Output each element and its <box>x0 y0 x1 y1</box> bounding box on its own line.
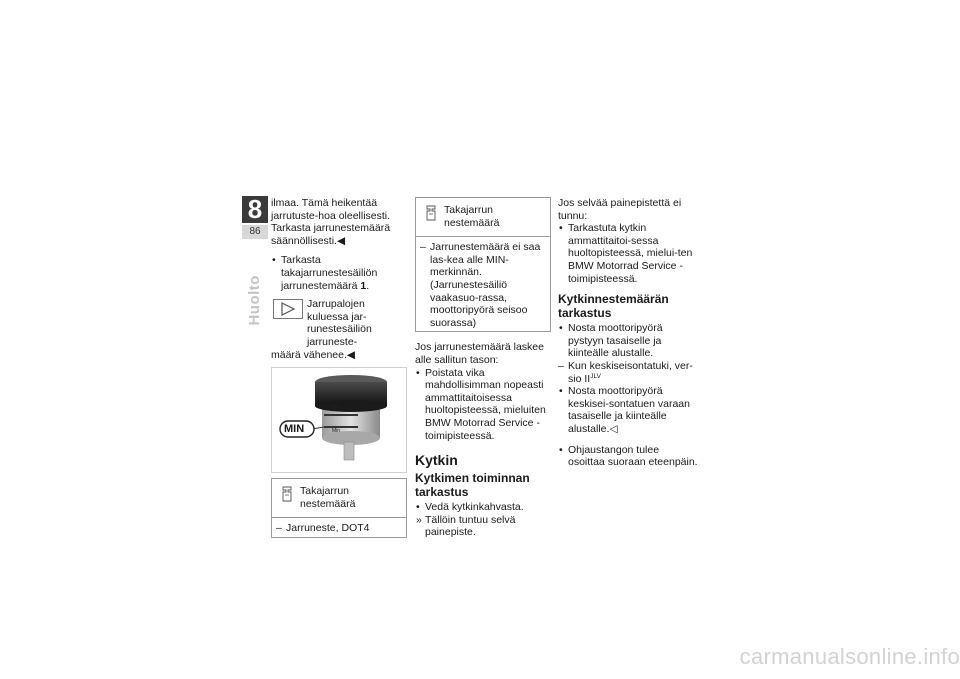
list-item: • Tarkasta takajarrunestesäiliön jarrunestemäärä 1. <box>271 254 407 292</box>
section-heading: Kytkin <box>415 452 458 469</box>
brake-reservoir-photo <box>271 367 407 473</box>
note: Jarrupalojen kuluessa jar-runestesäiliön jarruneste- määrä vähenee.◀ <box>271 298 372 361</box>
subsection-heading: Kytkimen toiminnan tarkastus <box>415 471 530 499</box>
condition-item: – Kun keskiseisontatuki, ver-sio $II^{JLV}$ <box>558 360 698 385</box>
paragraph: Jos selvää painepistettä ei tunnu: <box>558 197 682 222</box>
chapter-number: 8 <box>242 196 268 223</box>
list-item: • Nosta moottoripyörä pystyyn tasaiselle ja kiinteälle alustalle. <box>558 322 698 360</box>
note-triangle-icon <box>273 299 303 319</box>
spec-title: Takajarrun nestemäärä <box>444 204 500 229</box>
end-marker: ◀ <box>336 234 346 247</box>
fluid-tool-icon <box>280 486 294 504</box>
subsection-heading: Kytkinnestemäärän tarkastus <box>558 292 669 320</box>
condition-end-marker: ◁ <box>609 422 618 435</box>
list-item: • Tarkastuta kytkin ammattitaitoi-sessa huoltopisteessä, mielui-ten BMW Motorrad Service -toimipisteessä. <box>558 222 698 285</box>
section-title <box>238 270 272 330</box>
spec-value: – Jarrunestemäärä ei saa las-kea alle MIN-merkinnän. (Jarrunestesäiliö vaakasuo-rassa, moottoripyörä seisoo suorassa) <box>420 241 546 329</box>
watermark: carmanualsonline.info <box>739 644 960 669</box>
paragraph: Jos jarrunestemäärä laskee alle sallitun tason: <box>415 341 544 366</box>
variant-code: JLV <box>590 372 601 380</box>
column-1 <box>271 197 407 538</box>
reference-number: 1 <box>360 279 367 292</box>
column-3 <box>558 197 698 469</box>
result-item: » Tällöin tuntuu selvä painepiste. <box>415 514 551 539</box>
spec-box <box>271 478 407 538</box>
list-item: • Ohjaustangon tulee osoittaa suoraan eteenpäin. <box>558 444 698 469</box>
list-item: • Poistata vika mahdollisimman nopeasti ammattitaitoisessa huoltopisteessä, mieluiten BMW Motorrad Service -toimipisteessä. <box>415 367 551 443</box>
fluid-tool-icon <box>424 205 438 223</box>
reservoir-illustration <box>272 368 407 473</box>
section-title-text: Huolto <box>245 274 263 326</box>
spec-title: Takajarrun nestemäärä <box>300 485 356 510</box>
paragraph: ilmaa. Tämä heikentää jarrutuste-hoa oleellisesti. <box>271 197 391 222</box>
column-2 <box>415 197 551 539</box>
min-label: MIN <box>284 423 305 436</box>
list-item: • Vedä kytkinkahvasta. <box>415 501 551 514</box>
max-mark: MAX <box>330 405 341 412</box>
page-number: 86 <box>242 225 268 239</box>
list-item: • Nosta moottoripyörä keskisei-sontatuen varaan tasaiselle ja kiinteälle alustalle.◁ <box>558 385 698 435</box>
spec-box <box>415 197 551 332</box>
paragraph: Tarkasta jarrunestemäärä säännöllisesti.◀ <box>271 222 391 247</box>
min-mark: Min <box>332 428 341 435</box>
end-marker: ◀ <box>346 348 355 361</box>
spec-value: – Jarruneste, DOT4 <box>276 522 402 535</box>
